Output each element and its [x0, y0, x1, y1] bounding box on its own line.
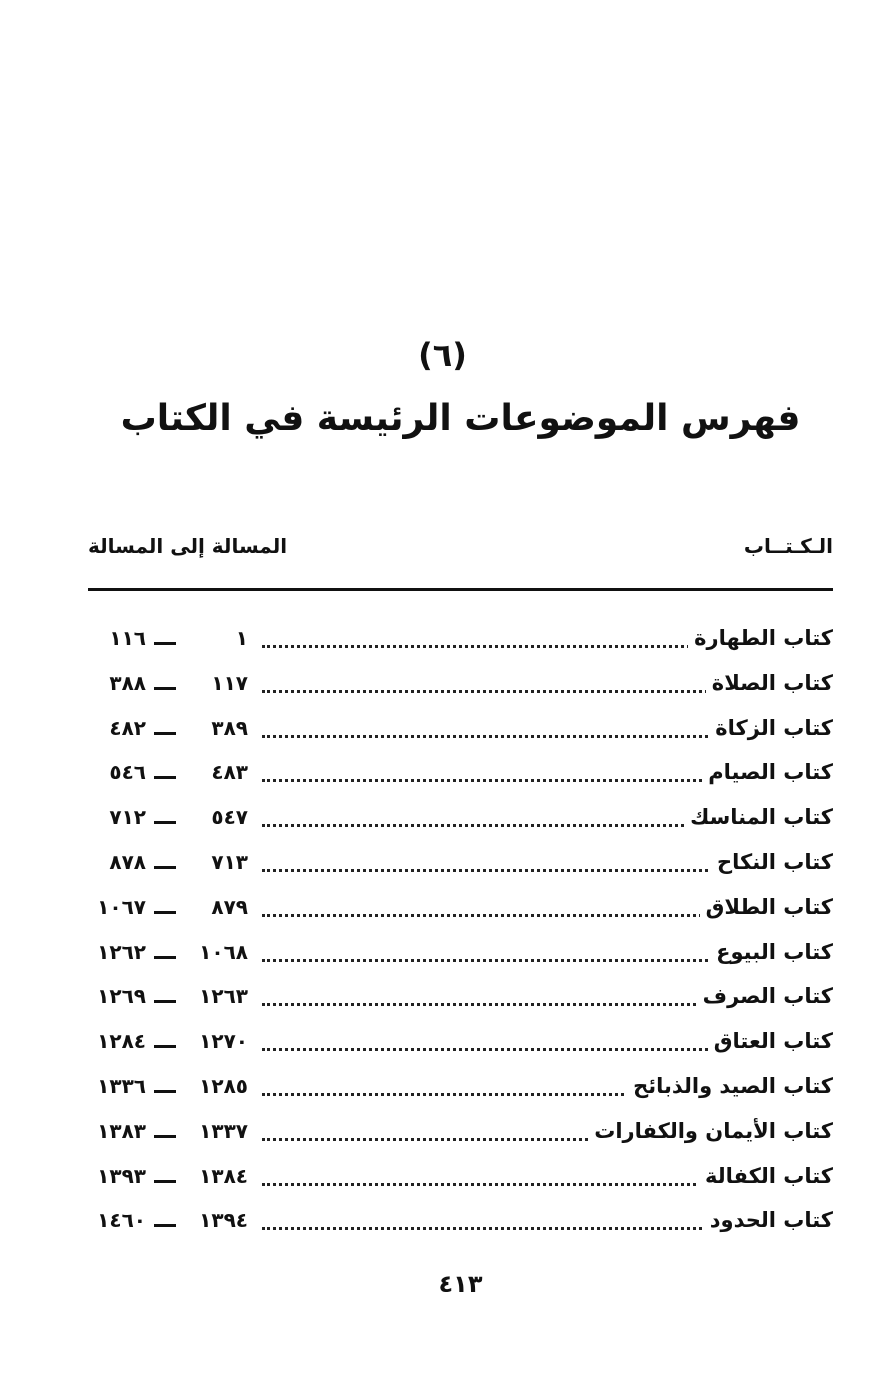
book-name: كتاب النكاح: [711, 850, 833, 874]
index-row: [88, 1113, 833, 1158]
index-row: [88, 889, 833, 934]
index-row: [88, 620, 833, 665]
to-issue: ٨٧٨: [109, 849, 146, 874]
book-name: كتاب الصيام: [702, 760, 833, 784]
to-issue: ٤٨٢: [109, 715, 146, 740]
to-issue: ١٣٩٣: [97, 1163, 146, 1188]
to-issue: ١٣٨٣: [97, 1118, 146, 1143]
book-name: كتاب الصيد والذبائح: [627, 1074, 833, 1098]
from-issue: ١١٧: [211, 670, 248, 695]
from-issue: ٥٤٧: [211, 805, 248, 830]
book-name: كتاب الزكاة: [709, 716, 833, 740]
index-header: [88, 534, 833, 570]
index-list: [88, 620, 833, 1247]
book-name: كتاب الحدود: [704, 1208, 833, 1232]
index-row: [88, 934, 833, 979]
from-issue: ١٣٣٧: [199, 1118, 248, 1143]
header-range-label: المسالة إلى المسالة: [88, 534, 288, 558]
from-issue: ١٢٨٥: [199, 1073, 248, 1098]
book-name: كتاب الصلاة: [706, 671, 833, 695]
header-book-label: الـكـتــاب: [743, 534, 833, 558]
index-row: [88, 978, 833, 1023]
index-row: [88, 754, 833, 799]
to-issue: ٣٨٨: [109, 670, 146, 695]
book-name: كتاب المناسك: [684, 805, 833, 829]
index-row: [88, 1068, 833, 1113]
section-number: (٦): [418, 336, 467, 374]
from-issue: ٧١٣: [211, 849, 248, 874]
to-issue: ٥٤٦: [109, 760, 146, 785]
to-issue: ١٢٨٤: [97, 1029, 146, 1054]
from-issue: ١٢٦٣: [199, 984, 248, 1009]
index-row: [88, 710, 833, 755]
range-dash: [154, 956, 176, 959]
book-name: كتاب الكفالة: [699, 1164, 833, 1188]
range-dash: [154, 1135, 176, 1138]
index-row: [88, 1158, 833, 1203]
book-name: كتاب الأيمان والكفارات: [588, 1119, 833, 1143]
to-issue: ١٢٦٢: [97, 939, 146, 964]
index-row: [88, 1023, 833, 1068]
book-name: كتاب الطهارة: [688, 626, 833, 650]
range-dash: [154, 1180, 176, 1183]
book-name: كتاب العتاق: [708, 1029, 833, 1053]
range-dash: [154, 866, 176, 869]
book-name: كتاب البيوع: [710, 940, 833, 964]
to-issue: ٧١٢: [109, 805, 146, 830]
range-dash: [154, 687, 176, 690]
range-dash: [154, 642, 176, 645]
range-dash: [154, 1045, 176, 1048]
from-issue: ١٣٩٤: [199, 1208, 248, 1233]
from-issue: ٣٨٩: [211, 715, 248, 740]
index-row: [88, 844, 833, 889]
range-dash: [154, 1000, 176, 1003]
range-dash: [154, 732, 176, 735]
from-issue: ١٠٦٨: [199, 939, 248, 964]
to-issue: ١٢٦٩: [97, 984, 146, 1009]
range-dash: [154, 776, 176, 779]
range-dash: [154, 1090, 176, 1093]
to-issue: ١٣٣٦: [97, 1073, 146, 1098]
book-name: كتاب الطلاق: [700, 895, 833, 919]
from-issue: ١٢٧٠: [199, 1029, 248, 1054]
from-issue: ١٣٨٤: [199, 1163, 248, 1188]
index-row: [88, 799, 833, 844]
from-issue: ٤٨٣: [211, 760, 248, 785]
page-title: فهرس الموضوعات الرئيسة في الكتاب: [120, 398, 801, 439]
range-dash: [154, 1224, 176, 1227]
index-row: [88, 1202, 833, 1247]
to-issue: ١١٦: [109, 626, 146, 650]
page-number: ٤١٣: [438, 1270, 483, 1298]
index-row: [88, 665, 833, 710]
from-issue: ٨٧٩: [211, 894, 248, 919]
to-issue: ١٠٦٧: [97, 894, 146, 919]
header-divider: [88, 588, 833, 591]
from-issue: ١: [235, 626, 248, 650]
to-issue: ١٤٦٠: [97, 1208, 146, 1233]
book-name: كتاب الصرف: [697, 984, 833, 1008]
range-dash: [154, 911, 176, 914]
range-dash: [154, 821, 176, 824]
